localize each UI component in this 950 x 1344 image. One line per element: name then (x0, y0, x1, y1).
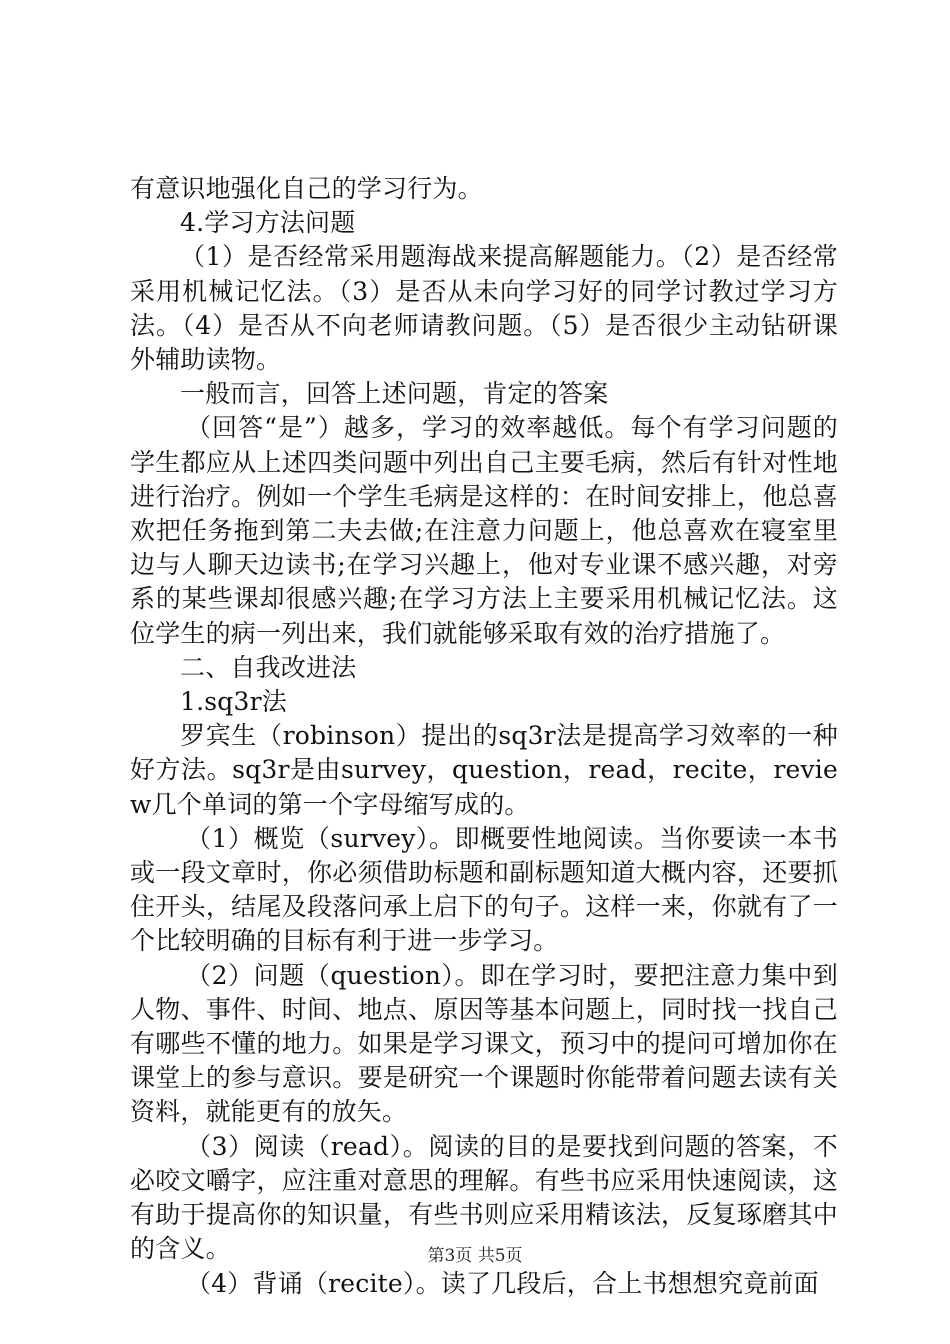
paragraph-read: （3）阅读（read）。阅读的目的是要找到问题的答案，不必咬文嚼字，应注重对意思的理解。有些书应采用快速阅读，这有助于提高你的知识量，有些书则应采用精该法，反复琢磨其中的含义。 (130, 1131, 838, 1264)
section-heading-self-improvement: 二、自我改进法 (180, 652, 357, 682)
paragraph-question: （2）问题（question）。即在学习时，要把注意力集中到人物、事件、时间、地点、原因等基本问题上，同时找一找自己有哪些不懂的地力。如果是学习课文，预习中的提问可增加你在课堂上的参与意识。要是研究一个课题时你能带着问题去读有关资料，就能更有的放矢。 (130, 960, 838, 1127)
paragraph-sq3r-intro: 罗宾生（robinson）提出的sq3r法是提高学习效率的一种好方法。sq3r是由survey，question，read，recite，review几个单词的第一个字母缩写成的。 (130, 721, 838, 819)
paragraph-continuation: 有意识地强化自己的学习行为。 (130, 174, 483, 203)
paragraph-recite: （4）背诵（recite）。读了几段后，合上书想想究竟前面 (186, 1268, 819, 1298)
subsection-heading-sq3r: 1.sq3r法 (180, 687, 287, 717)
section-heading-study-method: 4.学习方法问题 (180, 208, 356, 238)
paragraph-method-questions: （1）是否经常采用题海战来提高解题能力。（2）是否经常采用机械记忆法。（3）是否从未向学习好的同学讨教过学习方法。（4）是否从不向老师请教问题。（5）是否很少主动钻研课外辅助读物。 (130, 242, 838, 375)
document-body (130, 172, 838, 1301)
paragraph-general-answer: 一般而言，回答上述问题，肯定的答案 (180, 379, 609, 409)
paragraph-survey: （1）概览（survey）。即概要性地阅读。当你要读一本书或一段文章时，你必须借助标题和副标题知道大概内容，还要抓住开头，结尾及段落问承上启下的句子。这样一来，你就有了一个比较明确的目标有利于进一步学习。 (130, 823, 838, 956)
page-number-footer: 第3页 共5页 (427, 1246, 523, 1266)
paragraph-answer-explanation: （回答“是”）越多，学习的效率越低。每个有学习问题的学生都应从上述四类问题中列出自己主要毛病，然后有针对性地进行治疗。例如一个学生毛病是这样的：在时间安排上，他总喜欢把任务拖到第二夫去做;在注意力问题上，他总喜欢在寝室里边与人聊天边读书;在学习兴趣上，他对专业课不感兴趣，对旁系的某些课却很感兴趣;在学习方法上主要采用机械记忆法。这位学生的病一列出来，我们就能够采取有效的治疗措施了。 (130, 413, 838, 648)
